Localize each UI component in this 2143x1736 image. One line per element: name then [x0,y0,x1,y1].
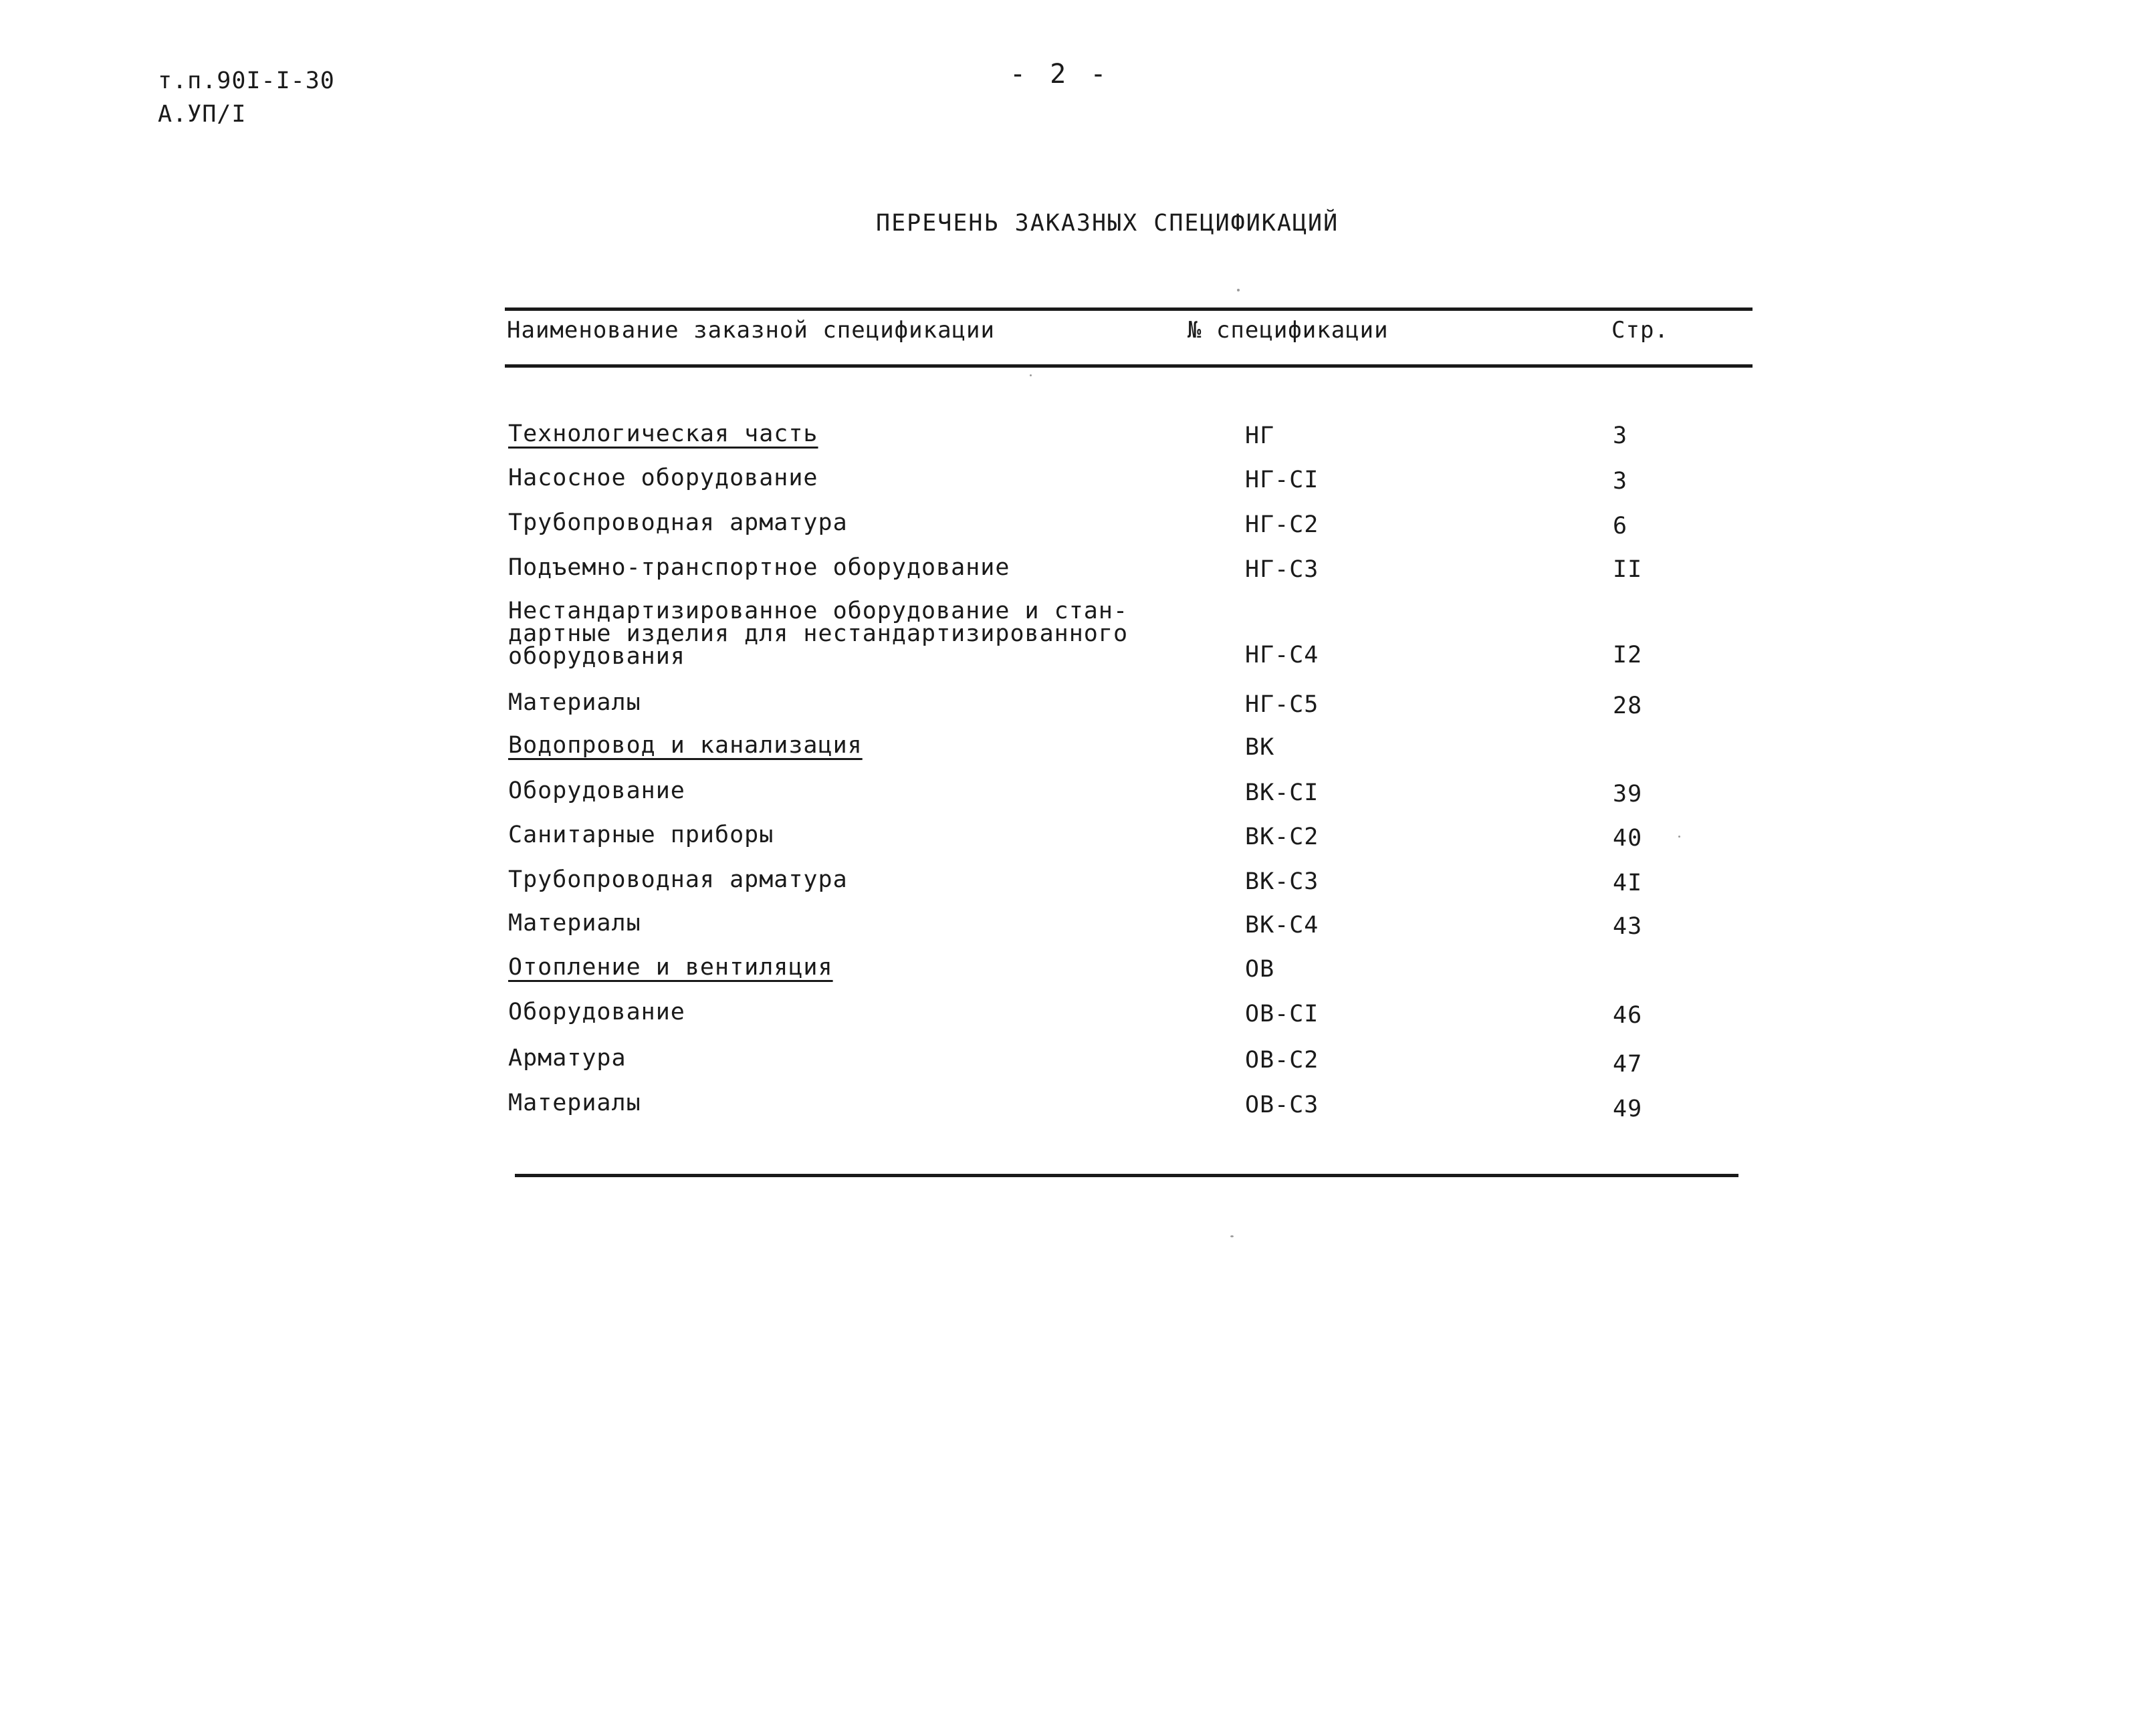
specification-name: Подъемно-транспортное оборудование [508,554,1010,581]
table-bottom-rule [515,1174,1738,1177]
specification-page: 3 [1613,422,1628,449]
specification-number: НГ-С2 [1245,511,1319,538]
specification-name: Материалы [508,910,641,937]
page-number: - 2 - [1010,59,1111,90]
document-code-line-1: т.п.90I-I-30 [158,68,335,94]
document-title: ПЕРЕЧЕНЬ ЗАКАЗНЫХ СПЕЦИФИКАЦИЙ [876,210,1339,237]
specification-page: 3 [1613,468,1628,495]
paper-speck [1237,289,1240,291]
specification-number: ОВ-СI [1245,1001,1319,1027]
specification-number: ВК [1245,734,1275,761]
specification-name: Отопление и вентиляция [508,954,833,981]
document-code-line-2: А.УП/I [158,101,247,128]
specification-page: 28 [1613,693,1643,719]
specification-number: ВК-СI [1245,779,1319,806]
specification-name: Оборудование [508,999,685,1025]
specification-name: Технологическая часть [508,420,818,447]
table-header-rule [505,364,1753,368]
specification-name: Трубопроводная арматура [508,509,848,536]
specification-page: 47 [1613,1051,1643,1078]
specification-number: ВК-С3 [1245,868,1319,895]
specification-page: 49 [1613,1096,1643,1122]
specification-name: Оборудование [508,777,685,804]
specification-number: НГ-СI [1245,467,1319,493]
paper-speck [1230,1235,1234,1237]
table-top-rule [505,307,1753,311]
specification-page: 6 [1613,513,1628,539]
specification-number: ОВ-С3 [1245,1092,1319,1118]
specification-name: Нестандартизированное оборудование и стан- дартные изделия для нестандартизированного оборудования [508,598,1129,670]
specification-number: ВК-С4 [1245,912,1319,939]
specification-number: ВК-С2 [1245,824,1319,850]
specification-page: 40 [1613,825,1643,852]
column-header-name: Наименование заказной спецификации [507,317,995,344]
specification-page: 39 [1613,781,1643,808]
column-header-page: Стр. [1611,317,2143,1736]
specification-page: 4I [1613,870,1643,896]
specification-name: Санитарные приборы [508,822,774,848]
specification-name: Трубопроводная арматура [508,866,848,893]
column-header-number: № спецификации [1188,317,1389,344]
specification-number: ОВ [1245,956,1275,983]
specification-number: НГ [1245,422,1275,449]
paper-speck [1678,836,1680,838]
specification-name: Материалы [508,689,641,716]
specification-number: НГ-С5 [1245,691,1319,718]
specification-number: НГ-С3 [1245,556,1319,583]
specification-name: Насосное оборудование [508,465,818,491]
paper-speck [1030,374,1032,376]
specification-page: I2 [1613,642,1643,668]
specification-name: Материалы [508,1090,641,1116]
specification-page: 43 [1613,913,1643,940]
specification-page: II [1613,556,1643,583]
document-code [158,64,335,131]
specification-page: 46 [1613,1002,1643,1029]
specification-number: НГ-С4 [1245,642,1319,668]
specification-number: ОВ-С2 [1245,1047,1319,1074]
specification-name: Водопровод и канализация [508,732,863,759]
specification-name: Арматура [508,1045,627,1072]
